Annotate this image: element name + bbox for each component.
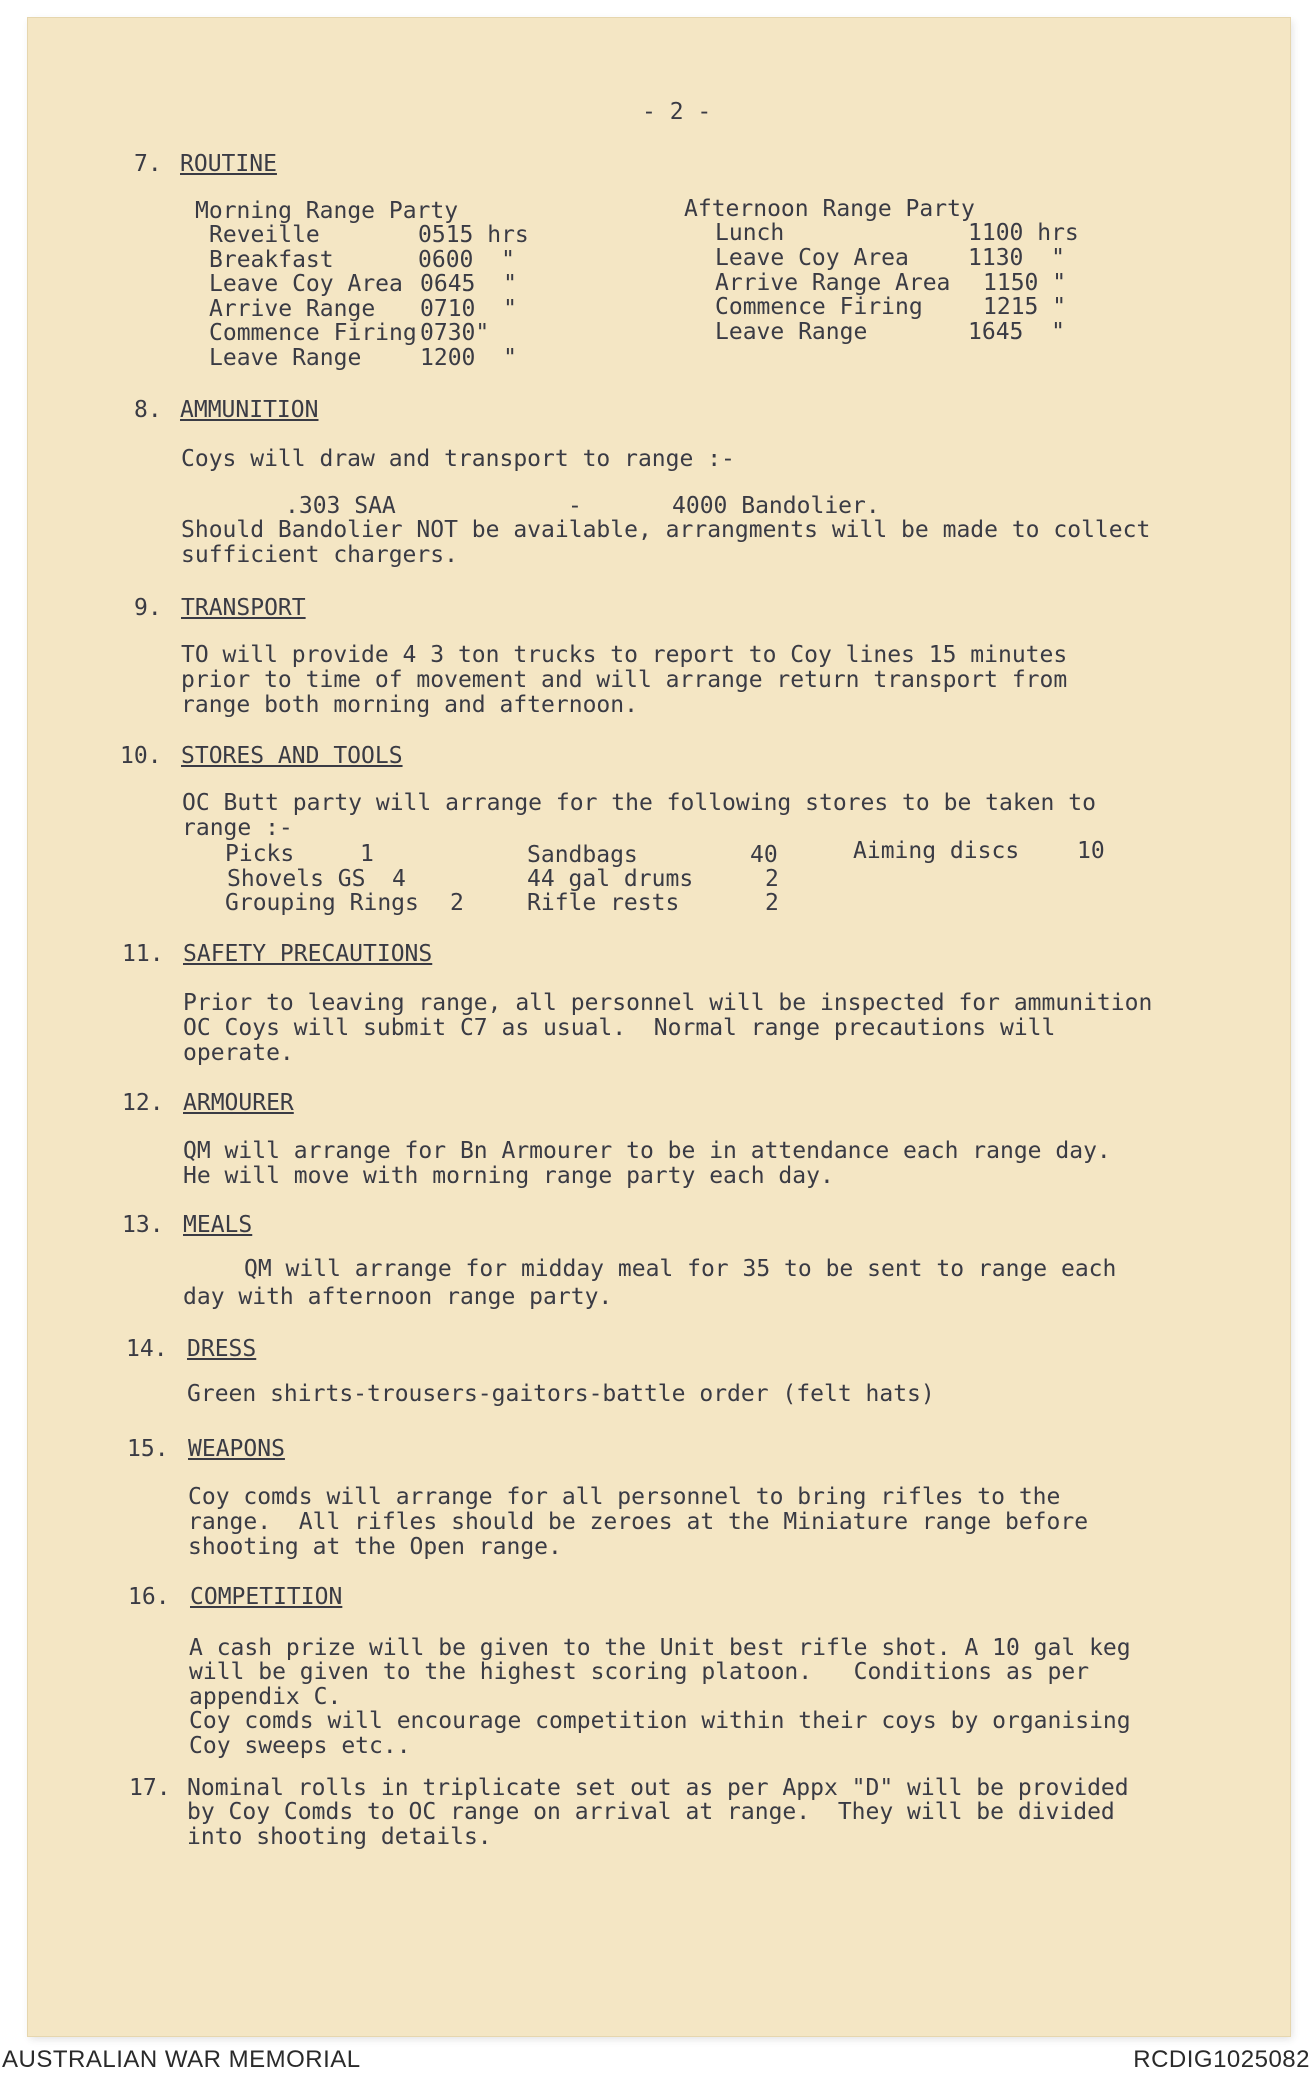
ammunition-quantity: 4000 Bandolier. xyxy=(672,493,880,519)
afternoon-row-time: 1150 " xyxy=(983,270,1067,296)
competition-text: Coy comds will encourage competition within their coys by organising xyxy=(189,1708,1131,1734)
ammunition-number: 8. xyxy=(134,397,162,423)
ammunition-dash: - xyxy=(568,493,582,519)
meals-number: 13. xyxy=(122,1212,164,1238)
afternoon-row-time: 1130 " xyxy=(968,245,1065,271)
footer-archive-name: AUSTRALIAN WAR MEMORIAL xyxy=(2,2046,361,2073)
morning-row-label: Leave Range xyxy=(209,345,362,371)
competition-text: Coy sweeps etc.. xyxy=(189,1733,411,1759)
competition-text: appendix C. xyxy=(189,1684,342,1710)
page-number: - 2 - xyxy=(642,99,712,125)
competition-heading: COMPETITION xyxy=(190,1584,343,1610)
afternoon-row-time: 1645 " xyxy=(968,319,1065,345)
store-item-qty: 40 xyxy=(750,842,778,868)
afternoon-party-header: Afternoon Range Party xyxy=(684,196,975,222)
afternoon-row-label: Commence Firing xyxy=(715,294,923,320)
nominal-text: by Coy Comds to OC range on arrival at range. They will be divided xyxy=(187,1799,1115,1825)
store-item-name: Rifle rests xyxy=(527,890,680,916)
store-item-qty: 2 xyxy=(450,890,464,916)
nominal-text: Nominal rolls in triplicate set out as per Appx "D" will be provided xyxy=(187,1775,1129,1801)
weapons-text: range. All rifles should be zeroes at the Miniature range before xyxy=(188,1509,1089,1535)
competition-number: 16. xyxy=(128,1584,170,1610)
footer-record-id: RCDIG1025082 xyxy=(1133,2046,1310,2073)
armourer-number: 12. xyxy=(122,1090,164,1116)
routine-heading: ROUTINE xyxy=(180,151,277,177)
ammunition-text: Coys will draw and transport to range :- xyxy=(181,446,735,472)
store-item-name: Picks xyxy=(225,841,295,867)
ammunition-heading: AMMUNITION xyxy=(180,397,319,423)
store-item-name: 44 gal drums xyxy=(527,866,694,892)
weapons-text: Coy comds will arrange for all personnel to bring rifles to the xyxy=(188,1484,1061,1510)
meals-text: QM will arrange for midday meal for 35 to be sent to range each xyxy=(244,1256,1117,1282)
morning-row-time: 0515 hrs xyxy=(418,222,529,248)
morning-row-time: 0645 " xyxy=(420,271,517,297)
safety-text: OC Coys will submit C7 as usual. Normal range precautions will xyxy=(183,1015,1056,1041)
armourer-heading: ARMOURER xyxy=(183,1090,294,1116)
routine-number: 7. xyxy=(134,151,162,177)
competition-text: will be given to the highest scoring platoon. Conditions as per xyxy=(189,1659,1090,1685)
ammunition-text: Should Bandolier NOT be available, arrangments will be made to collect xyxy=(181,517,1151,543)
weapons-text: shooting at the Open range. xyxy=(188,1534,562,1560)
afternoon-row-label: Leave Range xyxy=(715,319,868,345)
store-item-qty: 2 xyxy=(765,866,779,892)
morning-row-time: 0730" xyxy=(420,320,490,346)
store-item-qty: 4 xyxy=(392,866,406,892)
ammunition-item: .303 SAA xyxy=(285,493,396,519)
morning-party-header: Morning Range Party xyxy=(195,198,459,224)
safety-number: 11. xyxy=(122,941,164,967)
dress-text: Green shirts-trousers-gaitors-battle order (felt hats) xyxy=(187,1381,935,1407)
morning-row-time: 0600 " xyxy=(418,247,515,273)
stores-text: range :- xyxy=(182,815,293,841)
store-item-name: Grouping Rings xyxy=(225,890,419,916)
store-item-name: Shovels GS xyxy=(227,866,366,892)
weapons-heading: WEAPONS xyxy=(188,1436,285,1462)
armourer-text: QM will arrange for Bn Armourer to be in attendance each range day. xyxy=(183,1138,1111,1164)
afternoon-row-label: Lunch xyxy=(715,220,785,246)
safety-text: Prior to leaving range, all personnel will be inspected for ammunition xyxy=(183,990,1153,1016)
store-item-qty: 2 xyxy=(765,890,779,916)
transport-number: 9. xyxy=(134,595,162,621)
store-item-name: Sandbags xyxy=(527,842,638,868)
morning-row-label: Commence Firing xyxy=(209,320,417,346)
competition-text: A cash prize will be given to the Unit best rifle shot. A 10 gal keg xyxy=(189,1635,1131,1661)
dress-heading: DRESS xyxy=(187,1336,257,1362)
transport-text: prior to time of movement and will arrange return transport from xyxy=(181,667,1068,693)
morning-row-time: 1200 " xyxy=(420,345,517,371)
afternoon-row-time: 1215 " xyxy=(983,294,1067,320)
nominal-number: 17. xyxy=(129,1775,171,1801)
morning-row-label: Reveille xyxy=(209,222,320,248)
store-item-qty: 10 xyxy=(1077,838,1105,864)
dress-number: 14. xyxy=(126,1336,168,1362)
meals-heading: MEALS xyxy=(183,1212,253,1238)
nominal-text: into shooting details. xyxy=(187,1824,492,1850)
afternoon-row-time: 1100 hrs xyxy=(968,220,1079,246)
stores-number: 10. xyxy=(120,743,162,769)
morning-row-time: 0710 " xyxy=(420,296,517,322)
morning-row-label: Leave Coy Area xyxy=(209,271,403,297)
transport-text: TO will provide 4 3 ton trucks to report to Coy lines 15 minutes xyxy=(181,642,1068,668)
armourer-text: He will move with morning range party each day. xyxy=(183,1163,834,1189)
transport-heading: TRANSPORT xyxy=(181,595,306,621)
safety-heading: SAFETY PRECAUTIONS xyxy=(183,941,433,967)
meals-text: day with afternoon range party. xyxy=(183,1284,613,1310)
morning-row-label: Arrive Range xyxy=(209,296,376,322)
morning-row-label: Breakfast xyxy=(209,247,334,273)
store-item-name: Aiming discs xyxy=(853,838,1020,864)
stores-text: OC Butt party will arrange for the following stores to be taken to xyxy=(182,790,1096,816)
ammunition-text: sufficient chargers. xyxy=(181,542,458,568)
transport-text: range both morning and afternoon. xyxy=(181,692,638,718)
afternoon-row-label: Leave Coy Area xyxy=(715,245,909,271)
afternoon-row-label: Arrive Range Area xyxy=(715,270,951,296)
safety-text: operate. xyxy=(183,1040,294,1066)
stores-heading: STORES AND TOOLS xyxy=(181,743,403,769)
store-item-qty: 1 xyxy=(360,841,374,867)
weapons-number: 15. xyxy=(127,1436,169,1462)
